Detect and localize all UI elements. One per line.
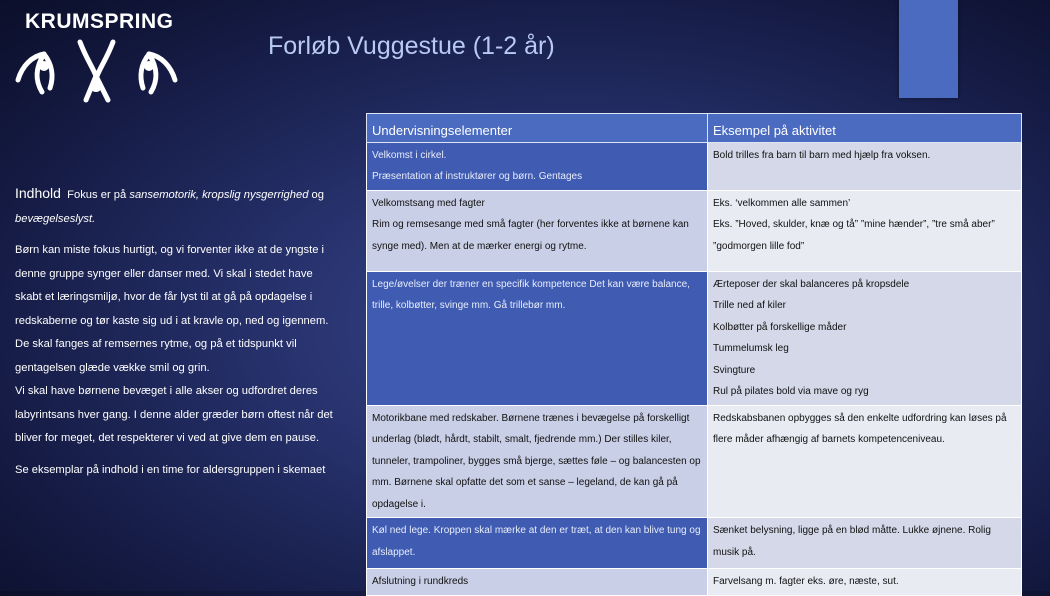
cell-line: Eks. ‘velkommen alle sammen’ [713,197,851,209]
cell-line: Sænket belysning, ligge på en blød måtte. Lukke øjnene. Rolig musik på. [713,525,991,558]
table-header-row [367,114,1022,143]
table-row [367,271,1022,405]
table-row [367,569,1022,596]
table-cell [367,518,708,569]
logo-emblem-icon [14,36,179,108]
cell-line: Rim og remsesange med små fagter (her forventes ikke at børnene kan synge med). Men at de mærker energi og rytme. [372,219,689,252]
cell-line: Ærteposer der skal balanceres på kropsdele [713,278,910,290]
table-row [367,142,1022,190]
cell-line: Rul på pilates bold via mave og ryg [713,386,869,397]
cell-line: Motorikbane med redskaber. Børnene trænes i bevægelse på forskelligt underlag (blødt, hårdt, stabilt, smalt, fjedrende mm.) Der stilles kiler, tunneler, trampoliner, bygges små bjerge, sættes føle – og balancesten op mm. Børnene skal opfatte det som et sanse – legeland, de kan gå på opdagelse i. [372,412,701,510]
intro-paragraph: Indhold Fokus er på sansemotorik, kropslig nysgerrighed og bevægelseslyst. [15,185,324,225]
decorative-bar [899,0,958,98]
cell-line: Svingture [713,364,756,376]
cell-line: Farvelsang m. fagter eks. øre, næste, sut. [713,576,899,587]
cell-line: Eks. ”Hoved, skulder, knæ og tå” ”mine hænder”, ”tre små aber” ”godmorgen lille fod” [713,219,995,252]
section-heading: Indhold [15,185,61,201]
table-cell [367,405,708,518]
table-row [367,190,1022,271]
cell-line: Bold trilles fra barn til barn med hjælp fra voksen. [713,149,931,161]
table-row [367,518,1022,569]
cell-line: Velkomst i cirkel. [372,149,447,161]
paragraph-3: Se eksemplar på indhold i en time for aldersgruppen i skemaet [15,463,326,476]
table-cell [708,569,1022,596]
table-cell [708,271,1022,405]
cell-line: Lege/øvelser der træner en specifik kompetence Det kan være balance, trille, kolbøtter, svinge mm. Gå trillebør mm. [372,278,690,311]
content-description [15,182,340,490]
logo [14,10,179,110]
table-cell [367,271,708,405]
cell-line: Afslutning i rundkreds [372,576,469,587]
cell-line: Tummelumsk leg [713,343,789,354]
paragraph-2: Vi skal have børnene bevæget i alle akser og udfordret deres labyrintsans hver gang. I denne alder græder børn oftest når det bliver for meget, det respekterer vi ved at give dem en pause. [15,385,333,444]
cell-line: Køl ned lege. Kroppen skal mærke at den er træt, at den kan blive tung og afslappet. [372,525,701,558]
page-title: Forløb Vuggestue (1-2 år) [268,32,555,60]
column-header: Eksempel på aktivitet [708,114,1022,143]
cell-line: Velkomstsang med fagter [372,197,485,209]
table-cell [708,142,1022,190]
table-row [367,405,1022,518]
logo-text: KRUMSPRING [25,10,174,33]
table-cell [367,142,708,190]
activity-table [366,113,1022,596]
paragraph-1: Børn kan miste fokus hurtigt, og vi forventer ikke at de yngste i denne gruppe synger eller danser med. Vi skal i stedet have skabt et læringsmiljø, hvor de får lyst til at gå på opdagelse i redskaberne og tør kaste sig ud i at kravle op, ned og igennem. De skal fanges af remsernes rytme, og på et tidspunkt vil gentagelsen glæde vække smil og grin. [15,244,329,374]
table-cell [708,405,1022,518]
cell-line: Præsentation af instruktører og børn. Gentages [372,171,583,182]
cell-line: Kolbøtter på forskellige måder [713,321,847,333]
table-cell [708,518,1022,569]
cell-line: Trille ned af kiler [713,300,786,311]
cell-line: Redskabsbanen opbygges så den enkelte udfordring kan løses på flere måder afhængig af barnets kompetenceniveau. [713,412,1007,445]
table-cell [367,190,708,271]
table-cell [708,190,1022,271]
column-header: Undervisningselementer [367,114,708,143]
table-cell [367,569,708,596]
